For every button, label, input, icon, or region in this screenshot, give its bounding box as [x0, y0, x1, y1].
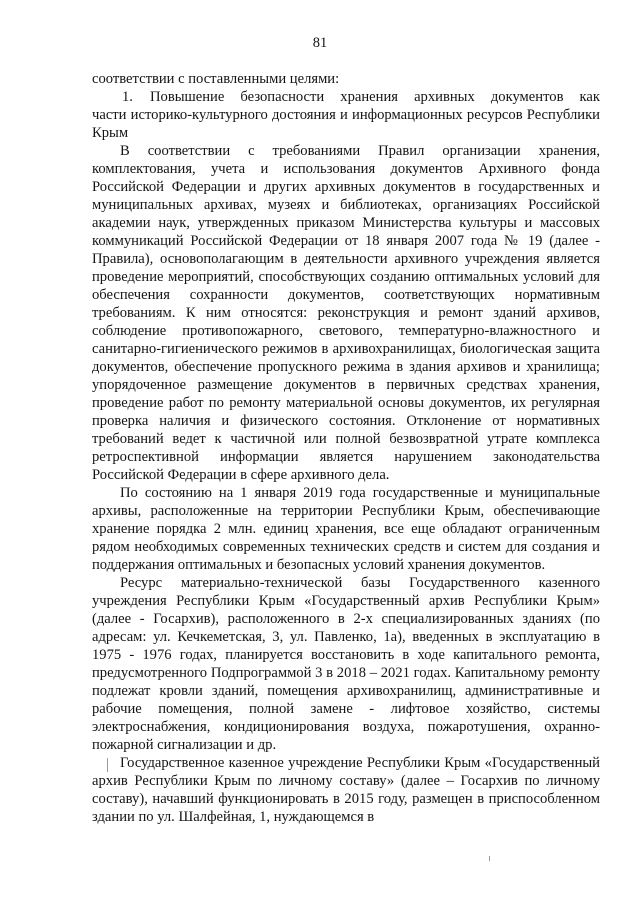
numbered-item-heading: [92, 88, 600, 106]
paragraph-archive-status: По состоянию на 1 января 2019 года государственные и муниципальные архивы, расположенные на территории Республики Крым, обеспечивающие хранение порядка 2 млн. единиц хранения, все еще обладают ограниченным рядом необходимых современных технических средств и систем для создания и поддержания оптимальных и безопасных условий хранения документов.: [92, 485, 600, 573]
paragraph-regulations: В соответствии с требованиями Правил организации хранения, комплектования, учета и использования документов Архивного фонда Российской Федерации и других архивных документов в государственных и муниципальных архивах, музеях и библиотеках, организациях Российской академии наук, утвержденных приказом Министерства культуры и массовых коммуникаций Российской Федерации от 18 января 2007 года № 19 (далее - Правила), основополагающим в деятельности архивного учреждения является проведение мероприятий, способствующих созданию оптимальных условий для обеспечения сохранности документов, соответствующих нормативным требованиям. К ним относятся: реконструкция и ремонт зданий архивов, соблюдение противопожарного, светового, температурно-влажностного и санитарно-гигиенического режимов в архивохранилищах, биологическая защита документов, обеспечение пропускного режима в здания архивов и хранилища; упорядоченное размещение документов в первичных средствах хранения, проведение работ по ремонту материальной основы документов, их регулярная проверка наличия и физического состояния. Отклонение от нормативных требований ведет к частичной или полной безвозвратной утрате комплекса ретроспективной информации является нарушением законодательства Российской Федерации в сфере архивного дела.: [92, 143, 600, 483]
scan-mark: [107, 758, 108, 772]
item-title-continuation: части историко-культурного достояния и информационных ресурсов Республики Крым: [92, 107, 600, 141]
item-title-line1: Повышение безопасности хранения архивных документов как: [150, 89, 600, 105]
body-text: [92, 70, 600, 826]
paragraph-personnel-archive: Государственное казенное учреждение Республики Крым «Государственный архив Республики Крым по личному составу» (далее – Госархив по личному составу), начавший функционировать в 2015 году, размещен в приспособленном здании по ул. Шалфейная, 1, нуждающемся в: [92, 755, 600, 825]
paragraph-gosarkhiv-resource: Ресурс материально-технической базы Государственного казенного учреждения Республики Крым «Государственный архив Республики Крым» (далее - Госархив), расположенного в 2-х специализированных зданиях (по адресам: ул. Кечкеметская, 3, ул. Павленко, 1а), введенных в эксплуатацию в 1975 - 1976 годах, планируется восстановить в ходе капитального ремонта, предусмотренного Подпрограммой 3 в 2018 – 2021 годах. Капитальному ремонту подлежат кровли зданий, помещения архивохранилищ, административные и рабочие помещения, полной замене - лифтовое хозяйство, системы электроснабжения, кондиционирования воздуха, пожаротушения, охранно-пожарной сигнализации и др.: [92, 575, 600, 753]
item-number: 1.: [122, 89, 133, 105]
scan-mark: [489, 856, 490, 861]
page-number: 81: [312, 35, 328, 51]
paragraph-intro: соответствии с поставленными целями:: [92, 71, 340, 87]
